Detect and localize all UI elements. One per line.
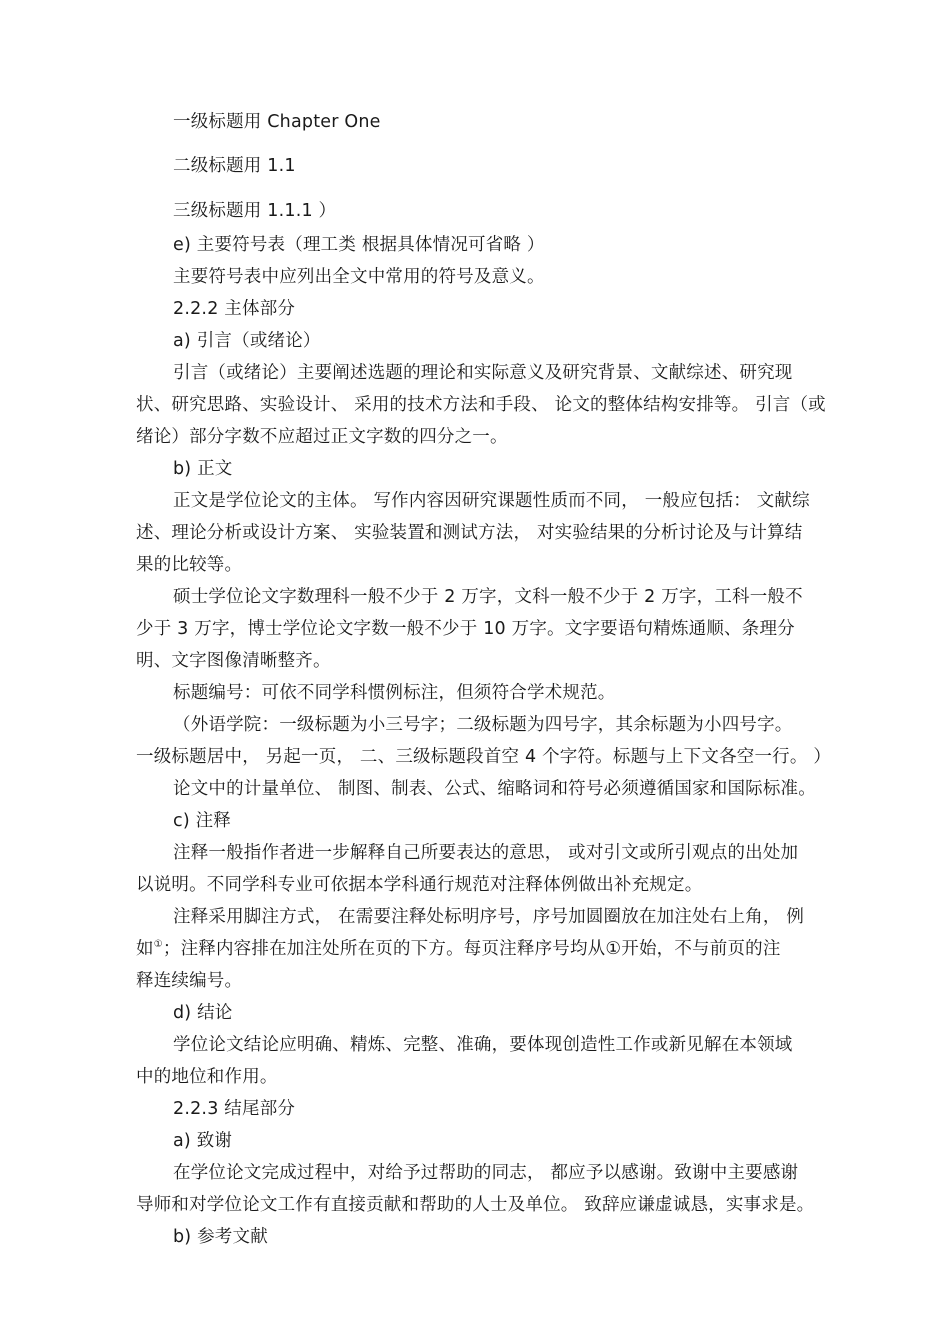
section-a-heading: a) 引言（或绪论） <box>173 331 321 351</box>
paragraph-line: 中的地位和作用。 <box>136 1067 278 1087</box>
section-b-heading: b) 参考文献 <box>173 1227 268 1247</box>
paragraph-line: 导师和对学位论文工作有直接贡献和帮助的人士及单位。 致辞应谦虚诚恳，实事求是。 <box>136 1195 815 1215</box>
paragraph-line: 果的比较等。 <box>136 555 243 575</box>
paragraph-line: 学位论文结论应明确、精炼、完整、准确，要体现创造性工作或新见解在本领域 <box>173 1035 793 1055</box>
paragraph-line: 注释一般指作者进一步解释自己所要表达的意思， 或对引文或所引观点的出处加 <box>173 843 799 863</box>
section-e-heading: e) 主要符号表（理工类 根据具体情况可省略 ） <box>173 235 545 255</box>
paragraph-line: 标题编号：可依不同学科惯例标注，但须符合学术规范。 <box>173 683 616 703</box>
paragraph-line: 硕士学位论文字数理科一般不少于 2 万字，文科一般不少于 2 万字，工科一般不 <box>173 587 803 607</box>
paragraph-line: 以说明。不同学科专业可依据本学科通行规范对注释体例做出补充规定。 <box>136 875 703 895</box>
paragraph-line: 在学位论文完成过程中，对给予过帮助的同志， 都应予以感谢。致谢中主要感谢 <box>173 1163 799 1183</box>
section-b-heading: b) 正文 <box>173 459 233 479</box>
heading-level2-note: 二级标题用 1.1 <box>173 156 296 176</box>
section-a-heading: a) 致谢 <box>173 1131 233 1151</box>
paragraph-line: 少于 3 万字，博士学位论文字数一般不少于 10 万字。文字要语句精炼通顺、条理分 <box>136 619 795 639</box>
paragraph-line: 明、文字图像清晰整齐。 <box>136 651 331 671</box>
footnote-marker: ① <box>153 939 163 951</box>
paragraph-line: 主要符号表中应列出全文中常用的符号及意义。 <box>173 267 545 287</box>
paragraph-line: 状、研究思路、实验设计、 采用的技术方法和手段、 论文的整体结构安排等。 引言（或 <box>136 395 826 415</box>
paragraph-line: 绪论）部分字数不应超过正文字数的四分之一。 <box>136 427 508 447</box>
section-d-heading: d) 结论 <box>173 1003 233 1023</box>
heading-level1-note: 一级标题用 Chapter One <box>173 112 381 132</box>
paragraph-line: 述、理论分析或设计方案、 实验装置和测试方法， 对实验结果的分析讨论及与计算结 <box>136 523 803 543</box>
section-2-2-2-heading: 2.2.2 主体部分 <box>173 299 296 319</box>
paragraph-line: 释连续编号。 <box>136 971 243 991</box>
section-2-2-3-heading: 2.2.3 结尾部分 <box>173 1099 296 1119</box>
section-c-heading: c) 注释 <box>173 811 232 831</box>
paragraph-line: 注释采用脚注方式， 在需要注释处标明序号，序号加圆圈放在加注处右上角， 例 <box>173 907 805 927</box>
paragraph-line: 引言（或绪论）主要阐述选题的理论和实际意义及研究背景、文献综述、研究现 <box>173 363 793 383</box>
paragraph-line: 论文中的计量单位、 制图、制表、公式、缩略词和符号必须遵循国家和国际标准。 <box>173 779 816 799</box>
paragraph-line: （外语学院：一级标题为小三号字；二级标题为四号字，其余标题为小四号字。 <box>173 715 793 735</box>
example-word: 如 <box>136 939 154 959</box>
heading-level3-note: 三级标题用 1.1.1 ） <box>173 201 337 221</box>
paragraph-line-rest: ；注释内容排在加注处所在页的下方。每页注释序号均从①开始，不与前页的注 <box>162 939 781 959</box>
paragraph-line-with-footnote <box>136 937 781 961</box>
paragraph-line: 正文是学位论文的主体。 写作内容因研究课题性质而不同， 一般应包括： 文献综 <box>173 491 810 511</box>
paragraph-line: 一级标题居中， 另起一页， 二、三级标题段首空 4 个字符。标题与上下文各空一行。 ） <box>136 747 832 767</box>
